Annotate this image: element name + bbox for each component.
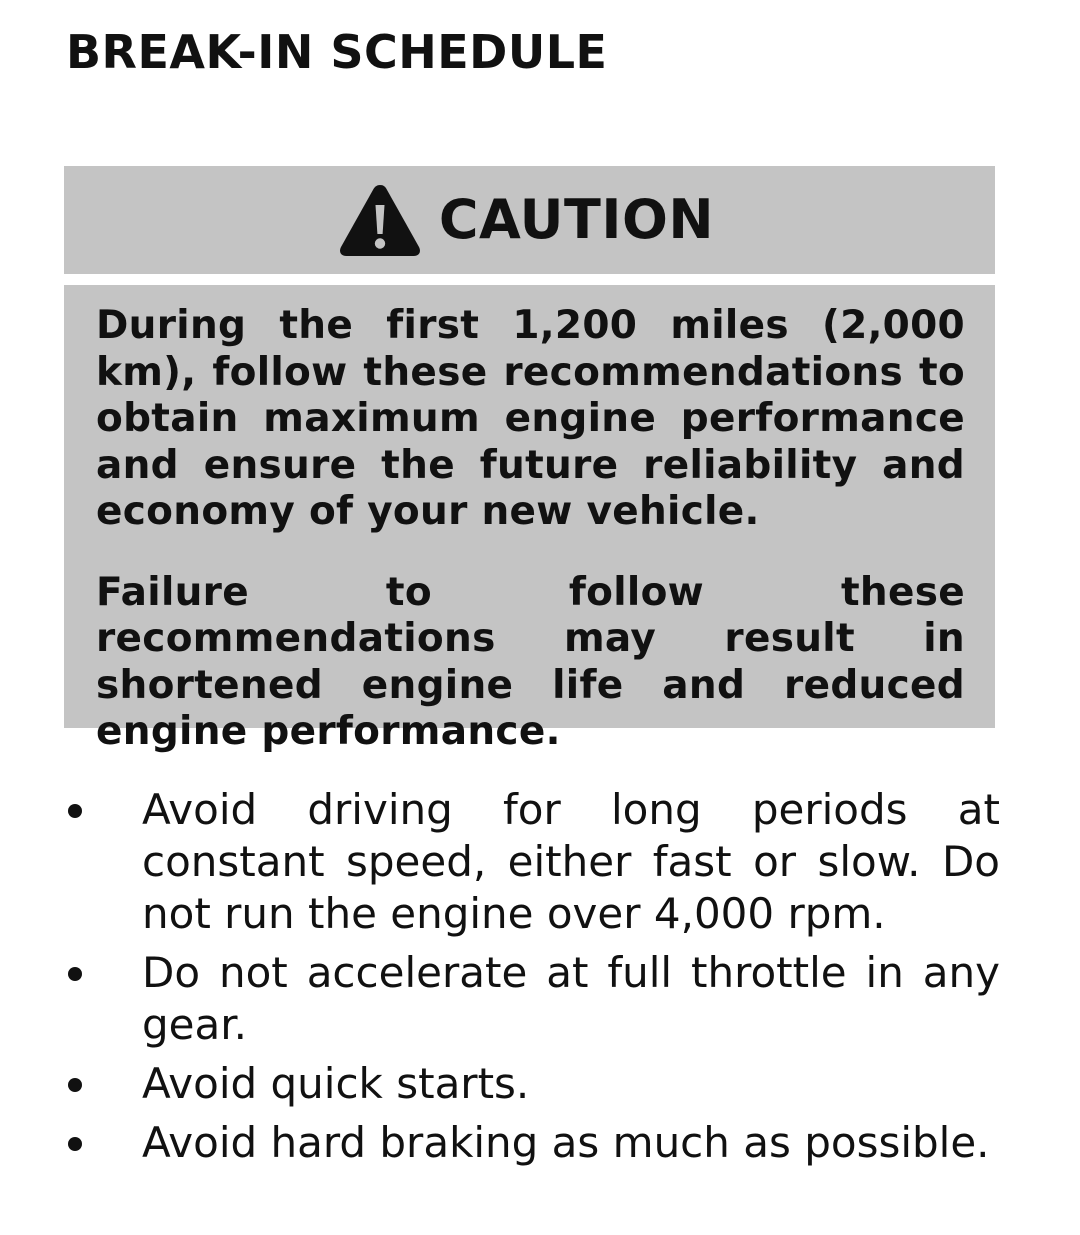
list-item bbox=[64, 947, 1000, 1051]
bullet-icon bbox=[68, 1137, 82, 1151]
caution-header bbox=[64, 166, 995, 274]
warning-triangle-icon bbox=[337, 181, 423, 259]
bullet-icon bbox=[68, 804, 82, 818]
list-item-text: Do not accelerate at full throttle in any gear. bbox=[142, 948, 1000, 1049]
list-item bbox=[64, 1058, 1000, 1110]
list-item bbox=[64, 1117, 1000, 1169]
list-item-text: Avoid quick starts. bbox=[142, 1059, 530, 1108]
caution-paragraph: During the first 1,200 miles (2,000 km), follow these recommendations to obtain maximum engine performance and ensure the future reliability and economy of your new vehicle. bbox=[96, 303, 965, 534]
caution-body bbox=[64, 285, 995, 754]
caution-paragraph: Failure to follow these recommendations may result in shortened engine life and reduced engine performance. bbox=[96, 569, 965, 754]
list-item-text: Avoid hard braking as much as possible. bbox=[142, 1118, 990, 1167]
bullet-icon bbox=[68, 1078, 82, 1092]
list-item-text: Avoid driving for long periods at constant speed, either fast or slow. Do not run the engine over 4,000 rpm. bbox=[142, 785, 1000, 938]
caution-label: CAUTION bbox=[438, 188, 715, 251]
page-title: BREAK-IN SCHEDULE bbox=[66, 25, 608, 79]
recommendation-list bbox=[64, 784, 1000, 1176]
bullet-icon bbox=[68, 967, 82, 981]
list-item bbox=[64, 784, 1000, 940]
caution-title-group bbox=[337, 181, 714, 259]
